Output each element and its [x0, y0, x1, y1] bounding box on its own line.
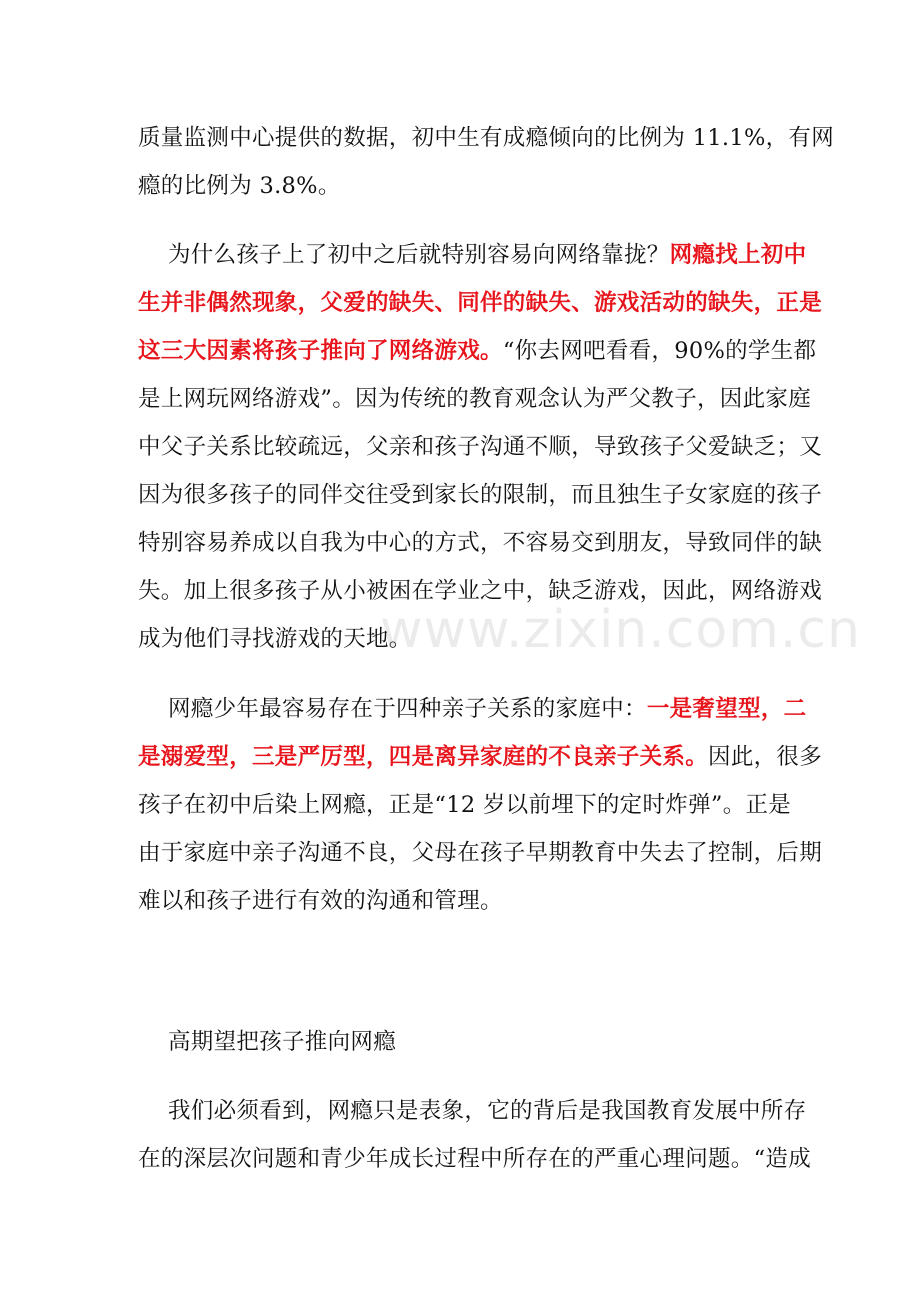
paragraph-2-line-7: 特别容易养成以自我为中心的方式，不容易交到朋友，导致同伴的缺	[138, 530, 823, 556]
section-heading: 高期望把孩子推向网瘾	[168, 1029, 397, 1055]
highlighted-text: 是溺爱型，三是严厉型，四是离异家庭的不良亲子关系。	[138, 744, 709, 770]
paragraph-3-line-3: 孩子在初中后染上网瘾，正是“12 岁以前埋下的定时炸弹”。正是	[138, 792, 792, 818]
paragraph-1-line-1: 质量监测中心提供的数据，初中生有成瘾倾向的比例为 11.1%，有网	[138, 125, 835, 151]
paragraph-3-line-2	[138, 742, 822, 772]
paragraph-3-line-1	[168, 694, 806, 724]
paragraph-3-line-1-text: 网瘾少年最容易存在于四种亲子关系的家庭中：	[168, 696, 647, 722]
paragraph-2-line-6: 因为很多孩子的同伴交往受到家长的限制，而且独生子女家庭的孩子	[138, 482, 823, 508]
highlighted-text: 网瘾找上初中	[669, 242, 807, 268]
paragraph-2-line-3-text: “你去网吧看看，90%的学生都	[502, 338, 817, 364]
paragraph-2-line-9: 成为他们寻找游戏的天地。	[138, 626, 412, 652]
paragraph-2-line-2: 生并非偶然现象，父爱的缺失、同伴的缺失、游戏活动的缺失，正是	[138, 290, 823, 316]
paragraph-1-line-2: 瘾的比例为 3.8%。	[138, 173, 341, 199]
paragraph-3-line-2-text: 因此，很多	[708, 744, 823, 770]
paragraph-2-line-5: 中父子关系比较疏远，父亲和孩子沟通不顺，导致孩子父爱缺乏；又	[138, 434, 823, 460]
paragraph-3-line-5: 难以和孩子进行有效的沟通和管理。	[138, 888, 503, 914]
paragraph-2-line-8: 失。加上很多孩子从小被困在学业之中，缺乏游戏，因此，网络游戏	[138, 578, 823, 604]
paragraph-2-line-1-text: 为什么孩子上了初中之后就特别容易向网络靠拢？	[168, 242, 670, 268]
highlighted-text: 一是奢望型，二	[646, 696, 807, 722]
paragraph-4-line-2: 在的深层次问题和青少年成长过程中所存在的严重心理问题。“造成	[138, 1146, 812, 1172]
paragraph-3-line-4: 由于家庭中亲子沟通不良，父母在孩子早期教育中失去了控制，后期	[138, 840, 823, 866]
paragraph-4-line-1: 我们必须看到，网瘾只是表象，它的背后是我国教育发展中所存	[168, 1098, 807, 1124]
paragraph-2-line-3	[138, 336, 816, 366]
highlighted-text: 这三大因素将孩子推向了网络游戏。	[138, 338, 503, 364]
paragraph-2-line-1	[168, 240, 806, 270]
paragraph-2-line-4: 是上网玩网络游戏”。因为传统的教育观念认为严父教子，因此家庭	[138, 386, 812, 412]
watermark: www.zixin.com.cn	[380, 600, 861, 660]
